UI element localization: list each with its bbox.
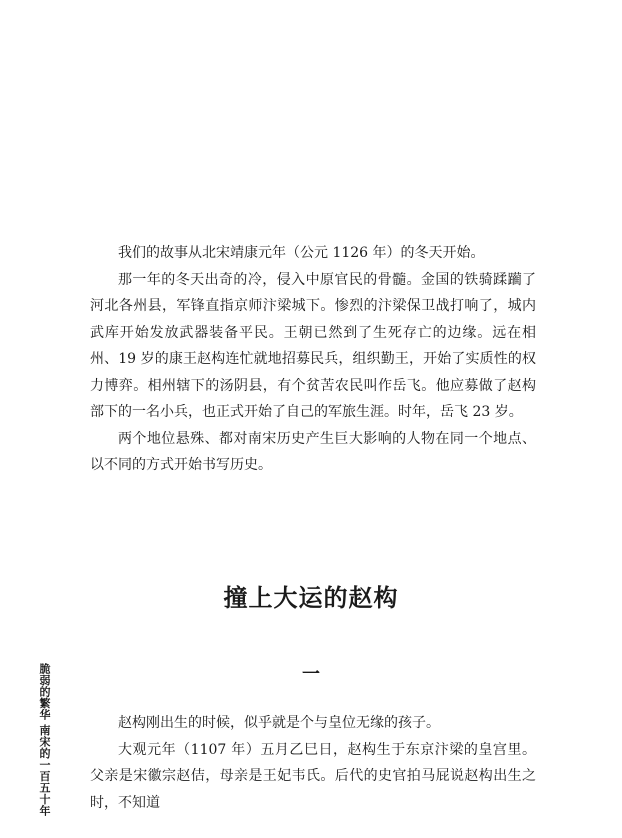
intro-paragraph: 两个地位悬殊、都对南宋历史产生巨大影响的人物在同一个地点、以不同的方式开始书写历史。 [90, 430, 536, 473]
body-section [90, 710, 536, 816]
chapter-title: 撞上大运的赵构 [223, 583, 399, 612]
intro-paragraph: 那一年的冬天出奇的冷，侵入中原官民的骨髓。金国的铁骑蹂躏了河北各州县，军锋直指京师汴梁城下。惨烈的汴梁保卫战打响了，城内武库开始发放武器装备平民。王朝已然到了生死存亡的边缘。远在相州、19 岁的康王赵构连忙就地招募民兵，组织勤王，开始了实质性的权力博弈。相州辖下的汤阴县，有个贫苦农民叫作岳飞。他应募做了赵构部下的一名小兵，也正式开始了自己的军旅生涯。时年，岳飞 23 岁。 [90, 271, 536, 420]
body-paragraph: 赵构刚出生的时候，似乎就是个与皇位无缘的孩子。 [118, 715, 440, 731]
body-paragraph: 大观元年（1107 年）五月乙巳日，赵构生于东京汴梁的皇宫里。父亲是宋徽宗赵佶，母亲是王妃韦氏。后代的史官拍马屁说赵构出生之时，不知道 [90, 741, 536, 811]
running-header [34, 663, 52, 817]
intro-section [90, 240, 536, 479]
intro-paragraph: 我们的故事从北宋靖康元年（公元 1126 年）的冬天开始。 [118, 245, 485, 261]
book-title: 脆弱的繁华 [38, 663, 51, 721]
book-subtitle: 南宋的一百五十年 [38, 724, 51, 817]
section-number: 一 [302, 664, 320, 685]
